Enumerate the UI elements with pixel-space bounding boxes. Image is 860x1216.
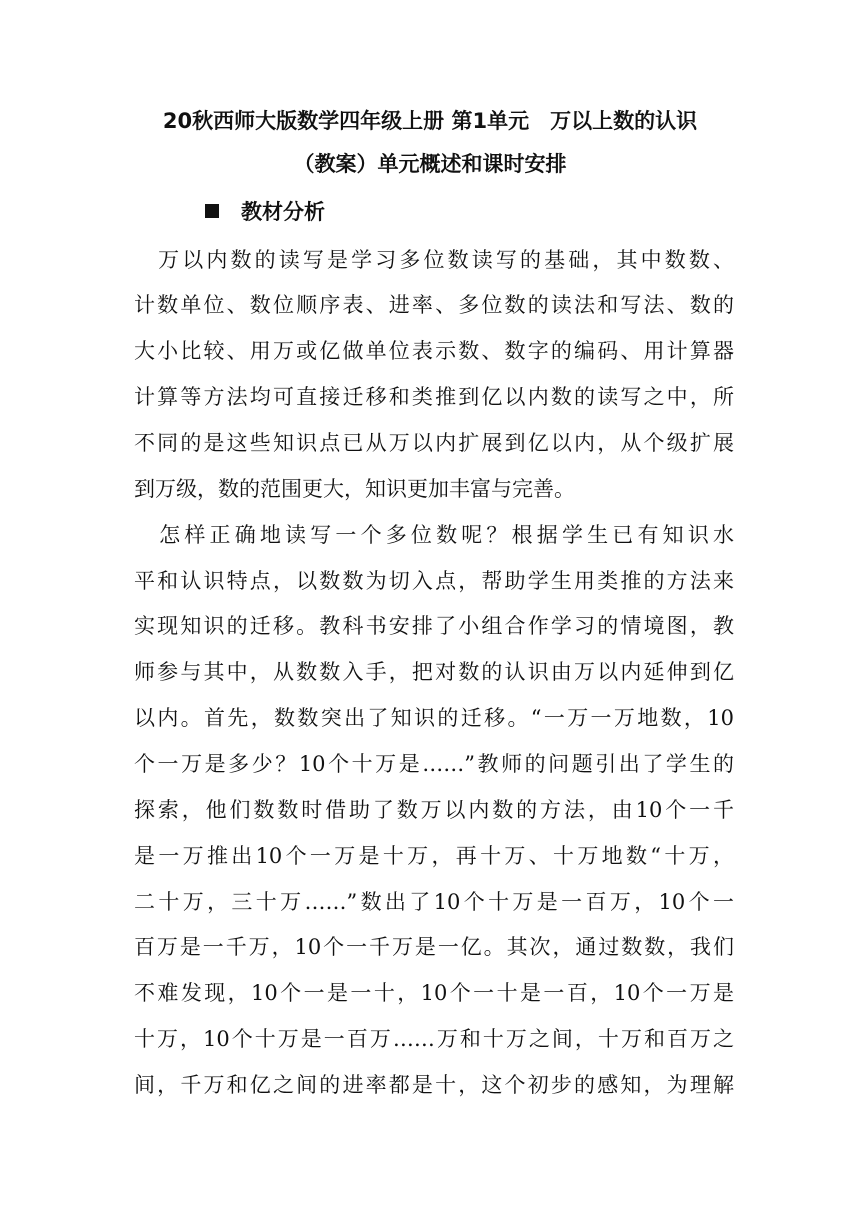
paragraph-2-line-12: 十万，10个十万是一百万……万和十万之间，十万和百万之 (134, 1027, 734, 1051)
paragraph-1-line-4: 计算等方法均可直接迁移和类推到亿以内数的读写之中，所 (134, 385, 734, 409)
section-heading-text: 教材分析 (241, 200, 325, 224)
paragraph-2-line-8: 是一万推出10个一万是十万，再十万、十万地数“十万， (134, 844, 734, 868)
paragraph-2-line-9: 二十万，三十万……”数出了10个十万是一百万，10个一 (134, 890, 734, 914)
paragraph-1-line-2: 计数单位、数位顺序表、进率、多位数的读法和写法、数的 (134, 293, 734, 317)
paragraph-2-line-11: 不难发现，10个一是一十，10个一十是一百，10个一万是 (134, 981, 734, 1005)
paragraph-1-line-1: 万以内数的读写是学习多位数读写的基础，其中数数、 (134, 248, 734, 272)
paragraph-2-line-5: 以内。首先，数数突出了知识的迁移。“一万一万地数，10 (134, 706, 734, 730)
document-title-line-2: （教案）单元概述和课时安排 (293, 152, 567, 176)
paragraph-2-line-1: 怎样正确地读写一个多位数呢？根据学生已有知识水 (134, 523, 734, 547)
paragraph-2-line-6: 个一万是多少？10个十万是……”教师的问题引出了学生的 (134, 752, 734, 776)
paragraph-2-line-4: 师参与其中，从数数入手，把对数的认识由万以内延伸到亿 (134, 660, 734, 684)
section-heading (205, 198, 325, 226)
paragraph-1-line-6: 到万级，数的范围更大，知识更加丰富与完善。 (134, 477, 575, 501)
document-title-line-1: 20秋西师大版数学四年级上册 第1单元 万以上数的认识 (162, 109, 698, 133)
paragraph-1-line-5: 不同的是这些知识点已从万以内扩展到亿以内，从个级扩展 (134, 431, 734, 455)
paragraph-2-line-10: 百万是一千万，10个一千万是一亿。其次，通过数数，我们 (134, 935, 734, 959)
paragraph-2-line-3: 实现知识的迁移。教科书安排了小组合作学习的情境图，教 (134, 614, 734, 638)
paragraph-2-line-13: 间，千万和亿之间的进率都是十，这个初步的感知，为理解 (134, 1073, 734, 1097)
paragraph-1-line-3: 大小比较、用万或亿做单位表示数、数字的编码、用计算器 (134, 339, 734, 363)
square-bullet-icon (205, 204, 219, 218)
paragraph-2-line-7: 探索，他们数数时借助了数万以内数的方法，由10个一千 (134, 798, 734, 822)
paragraph-2-line-2: 平和认识特点，以数数为切入点，帮助学生用类推的方法来 (134, 569, 734, 593)
